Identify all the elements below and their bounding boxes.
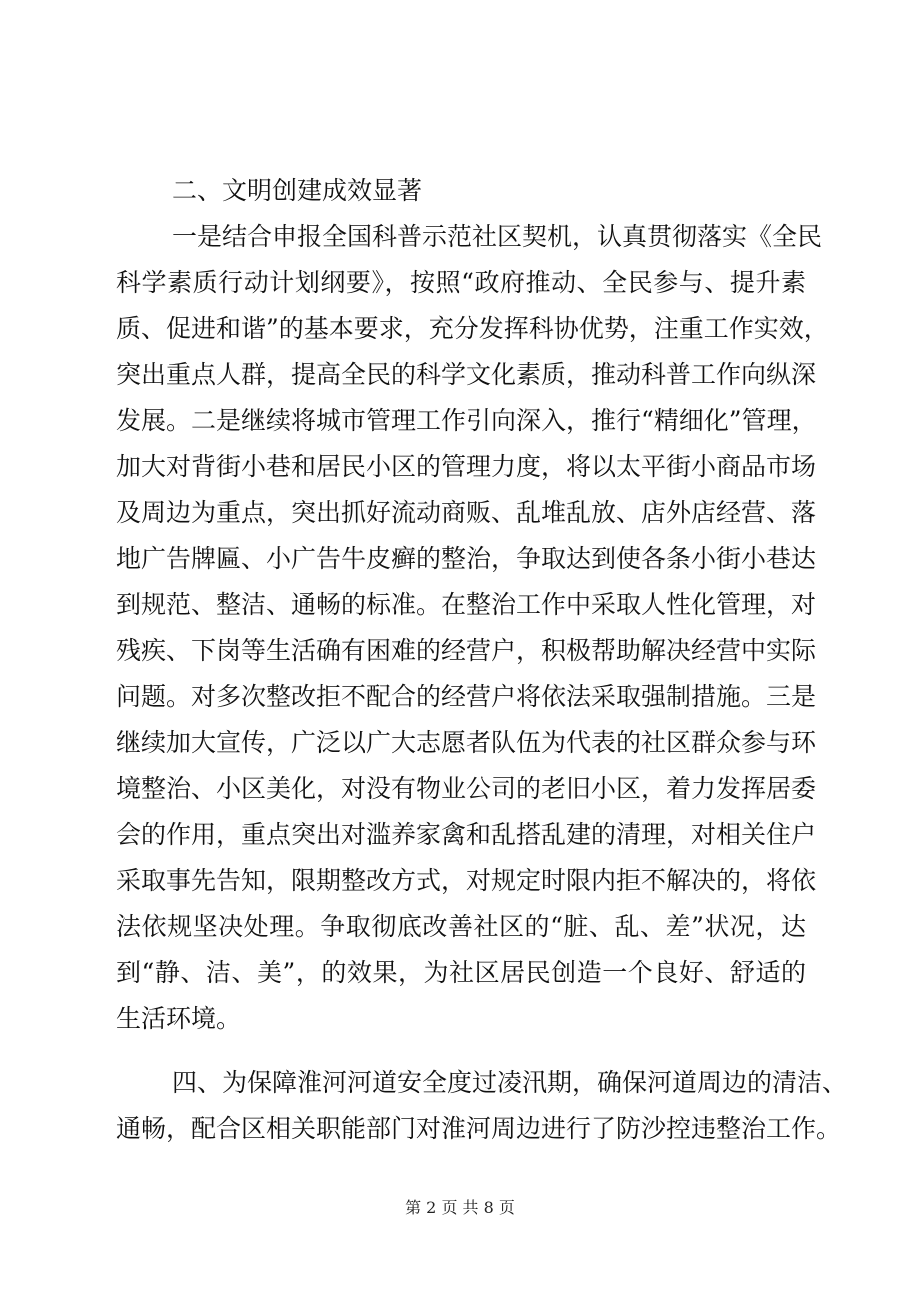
- paragraph-line: 境整治、小区美化，对没有物业公司的老旧小区，着力发挥居委: [116, 774, 817, 803]
- section-heading: 二、文明创建成效显著: [172, 176, 423, 205]
- paragraph-line: 到规范、整洁、通畅的标准。在整治工作中采取人性化管理，对: [116, 590, 817, 619]
- paragraph-line: 发展。二是继续将城市管理工作引向深入，推行“精细化”管理，: [116, 406, 817, 435]
- paragraph-line: 及周边为重点，突出抓好流动商贩、乱堆乱放、店外店经营、落: [116, 498, 817, 527]
- paragraph-line: 生活环境。: [116, 1004, 242, 1033]
- paragraph-line: 加大对背街小巷和居民小区的管理力度，将以太平街小商品市场: [116, 452, 817, 481]
- paragraph-line: 四、为保障淮河河道安全度过凌汛期，确保河道周边的清洁、: [172, 1068, 848, 1097]
- page-number-footer: 第 2 页 共 8 页: [405, 1198, 515, 1217]
- paragraph-line: 继续加大宣传，广泛以广大志愿者队伍为代表的社区群众参与环: [116, 728, 817, 757]
- paragraph-1: [116, 214, 829, 1042]
- paragraph-line: 会的作用，重点突出对滥养家禽和乱搭乱建的清理，对相关住户: [116, 820, 817, 849]
- paragraph-line: 突出重点人群，提高全民的科学文化素质，推动科普工作向纵深: [116, 360, 817, 389]
- paragraph-line: 地广告牌匾、小广告牛皮癣的整治，争取达到使各条小街小巷达: [116, 544, 817, 573]
- paragraph-line: 到“静、洁、美”，的效果，为社区居民创造一个良好、舒适的: [116, 958, 806, 987]
- paragraph-line: 法依规坚决处理。争取彻底改善社区的“脏、乱、差”状况，达: [116, 912, 806, 941]
- paragraph-line: 问题。对多次整改拒不配合的经营户将依法采取强制措施。三是: [116, 682, 817, 711]
- paragraph-line: 科学素质行动计划纲要》，按照“政府推动、全民参与、提升素: [116, 268, 806, 297]
- paragraph-2: [116, 1060, 848, 1152]
- paragraph-line: 残疾、下岗等生活确有困难的经营户，积极帮助解决经营中实际: [116, 636, 817, 665]
- paragraph-line: 一是结合申报全国科普示范社区契机，认真贯彻落实《全民: [172, 222, 823, 251]
- paragraph-line: 质、促进和谐”的基本要求，充分发挥科协优势，注重工作实效，: [116, 314, 829, 343]
- paragraph-line: 采取事先告知，限期整改方式，对规定时限内拒不解决的，将依: [116, 866, 817, 895]
- paragraph-line: 通畅，配合区相关职能部门对淮河周边进行了防沙控违整治工作。: [116, 1114, 842, 1143]
